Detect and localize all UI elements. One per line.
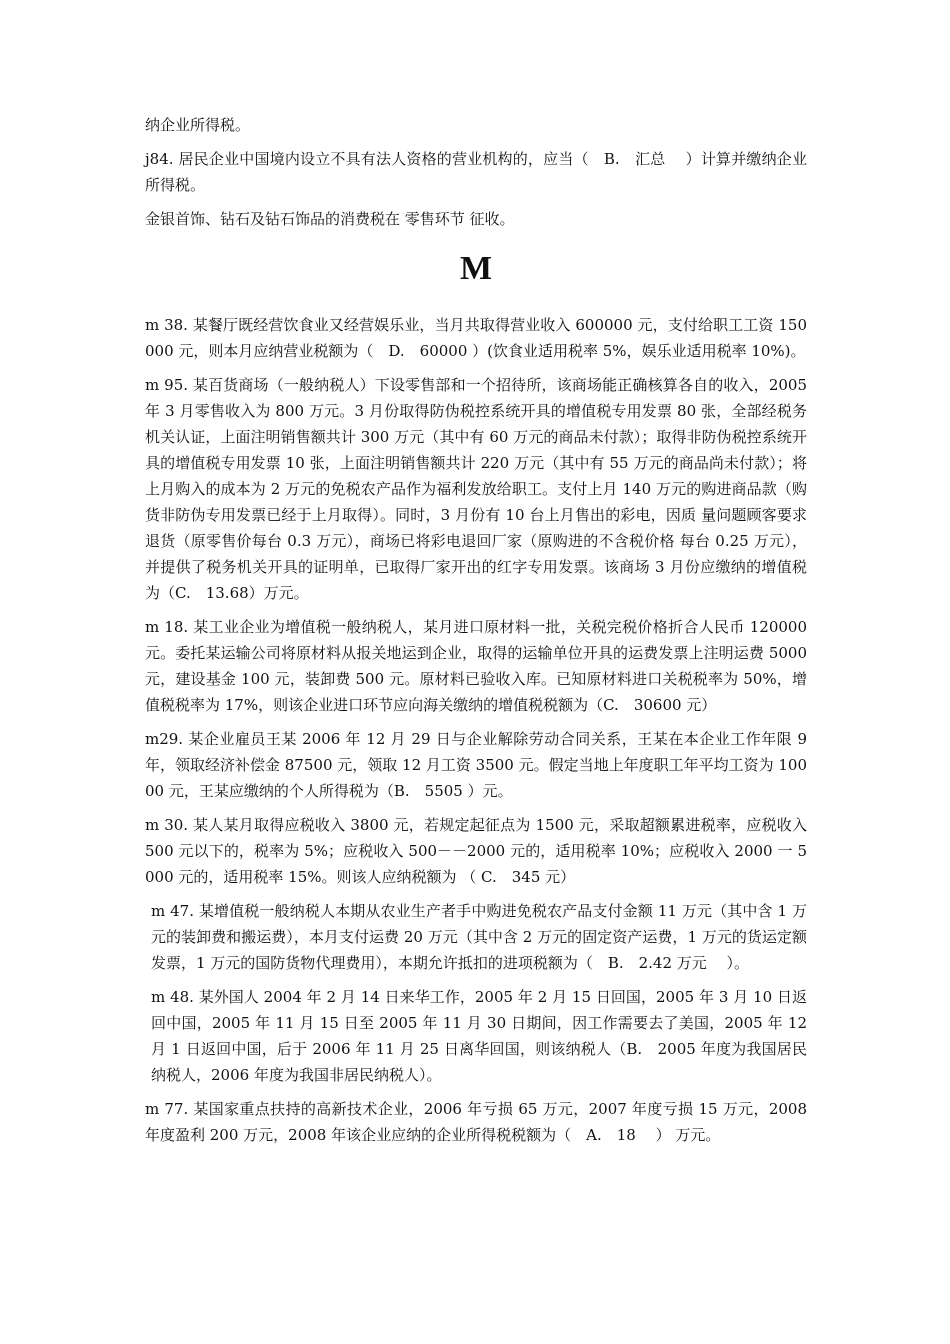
question-m18: m 18. 某工业企业为增值税一般纳税人，某月进口原材料一批，关税完税价格折合人民币 120000 元。委托某运输公司将原材料从报关地运到企业，取得的运输单位开具的运费发票上注明运费 5000 元，建设基金 100 元，装卸费 500 元。原材料已验收入库。已知原材料进口关税税率为 50%，增值税税率为 17%，则该企业进口环节应向海关缴纳的增值税税额为（C. 30600 元）: [145, 618, 807, 714]
section-heading-m: M: [459, 250, 493, 287]
paragraph-tail-previous: 纳企业所得税。: [145, 116, 251, 134]
question-m77: m 77. 某国家重点扶持的高新技术企业，2006 年亏损 65 万元，2007 年度亏损 15 万元，2008 年度盈利 200 万元，2008 年该企业应纳的企业所得税税额为（ A. 18 ） 万元。: [145, 1100, 807, 1144]
question-m38: m 38. 某餐厅既经营饮食业又经营娱乐业，当月共取得营业收入 600000 元，支付给职工工资 150000 元，则本月应纳营业税额为（ D. 60000 ）(饮食业适用税率 5%，娱乐业适用税率 10%)。: [145, 316, 814, 360]
note-jewelry-consumption-tax: 金银首饰、钻石及钻石饰品的消费税在 零售环节 征收。: [145, 210, 515, 228]
question-j84: j84. 居民企业中国境内设立不具有法人资格的营业机构的，应当（ B. 汇总 ）计算并缴纳企业所得税。: [145, 150, 807, 194]
question-m48: m 48. 某外国人 2004 年 2 月 14 日来华工作，2005 年 2 月 15 日回国，2005 年 3 月 10 日返回中国，2005 年 11 月 15 日至 2005 年 11 月 30 日期间，因工作需要去了美国，2005 年 12 月 1 日返回中国，后于 2006 年 11 月 25 日离华回国，则该纳税人（B. 2005 年度为我国居民纳税人，2006 年度为我国非居民纳税人）。: [151, 988, 807, 1084]
document-page: [145, 112, 814, 1156]
question-m30: m 30. 某人某月取得应税收入 3800 元，若规定起征点为 1500 元，采取超额累进税率，应税收入 500 元以下的，税率为 5%；应税收入 500－－2000 元的，适用税率 10%；应税收入 2000 一 5000 元的，适用税率 15%。则该人应纳税额为 （ C. 345 元）: [145, 816, 807, 886]
question-m29: m29. 某企业雇员王某 2006 年 12 月 29 日与企业解除劳动合同关系，王某在本企业工作年限 9 年，领取经济补偿金 87500 元，领取 12 月工资 3500 元。假定当地上年度职工年平均工资为 10000 元，王某应缴纳的个人所得税为（B. 5505 ）元。: [145, 730, 807, 800]
question-m95: m 95. 某百货商场（一般纳税人）下设零售部和一个招待所，该商场能正确核算各自的收入，2005 年 3 月零售收入为 800 万元。3 月份取得防伪税控系统开具的增值税专用发票 80 张，全部经税务机关认证，上面注明销售额共计 300 万元（其中有 60 万元的商品未付款）；取得非防伪税控系统开具的增值税专用发票 10 张，上面注明销售额共计 220 万元（其中有 55 万元的商品尚未付款）；将上月购入的成本为 2 万元的免税农产品作为福利发放给职工。支付上月 140 万元的购进商品款（购货非防伪专用发票已经于上月取得）。同时，3 月份有 10 台上月售出的彩电，因质 量问题顾客要求退货（原零售价每台 0.3 万元），商场已将彩电退回厂家（原购进的不含税价格 每台 0.25 万元），并提供了税务机关开具的证明单，已取得厂家开出的红字专用发票。该商场 3 月份应缴纳的增值税为（C. 13.68）万元。: [145, 376, 807, 602]
question-m47: m 47. 某增值税一般纳税人本期从农业生产者手中购进免税农产品支付金额 11 万元（其中含 1 万元的装卸费和搬运费），本月支付运费 20 万元（其中含 2 万元的固定资产运费，1 万元的货运定额发票，1 万元的国防货物代理费用），本期允许抵扣的进项税额为（ B. 2.42 万元 ）。: [151, 902, 807, 972]
